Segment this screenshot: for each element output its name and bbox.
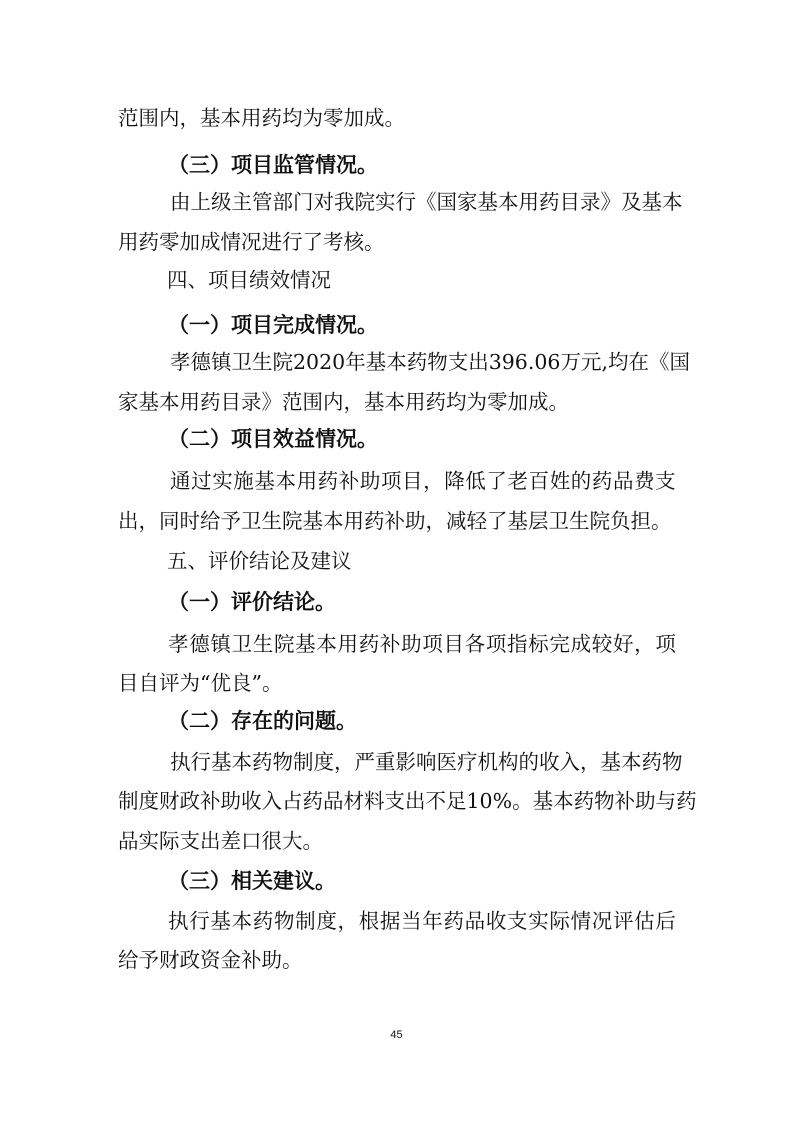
section-heading: （一）项目完成情况。 (168, 313, 378, 337)
paragraph-line: 用药零加成情况进行了考核。 (118, 230, 385, 254)
paragraph-line: 由 上 级 主 管 部 门 对 我 院 实 行 《 国 家 基 本 用 药 目 录 》 及 基 本 (170, 190, 683, 214)
paragraph-line: 给予财政资金补助。 (118, 948, 303, 972)
paragraph-line: 制 度 财 政 补 助 收 入 占 药 品 材 料 支 出 不 足 1 0 % 。 基 本 药 物 补 助 与 药 (118, 789, 697, 813)
paragraph-line: 孝 德 镇 卫 生 院 2 0 2 0 年 基 本 药 物 支 出 3 9 6 . 0 6 万 元 , 均 在 《 国 (170, 350, 690, 374)
chapter-heading: 四、项目绩效情况 (167, 268, 331, 292)
paragraph-line: 执 行 基 本 药 物 制 度 ， 严 重 影 响 医 疗 机 构 的 收 入 ， 基 本 药 物 (170, 750, 683, 774)
paragraph-line: 孝 德 镇 卫 生 院 基 本 用 药 补 助 项 目 各 项 指 标 完 成 较 好 ， 项 (168, 632, 676, 656)
paragraph-line: 品实际支出差口很大。 (118, 829, 323, 853)
paragraph-line: 通 过 实 施 基 本 用 药 补 助 项 目 ， 降 低 了 老 百 姓 的 药 品 费 支 (170, 469, 676, 493)
page-number: 45 (390, 1029, 403, 1041)
paragraph-line: 执 行 基 本 药 物 制 度 ， 根 据 当 年 药 品 收 支 实 际 情 况 评 估 后 (168, 909, 676, 933)
section-heading: （二）项目效益情况。 (168, 427, 378, 451)
paragraph-line: 出，同时给予卫生院基本用药补助，减轻了基层卫生院负担。 (118, 509, 672, 533)
chapter-heading: 五、评价结论及建议 (167, 549, 352, 573)
paragraph-line: 目自评为“优良”。 (118, 671, 283, 695)
paragraph-line: 家基本用药目录》范围内，基本用药均为零加成。 (118, 390, 569, 414)
section-heading: （二）存在的问题。 (168, 709, 357, 733)
section-heading: （三）相关建议。 (168, 869, 336, 893)
paragraph-line: 范围内，基本用药均为零加成。 (118, 106, 405, 130)
section-heading: （三）项目监管情况。 (168, 153, 378, 177)
section-heading: （一）评价结论。 (168, 590, 336, 614)
